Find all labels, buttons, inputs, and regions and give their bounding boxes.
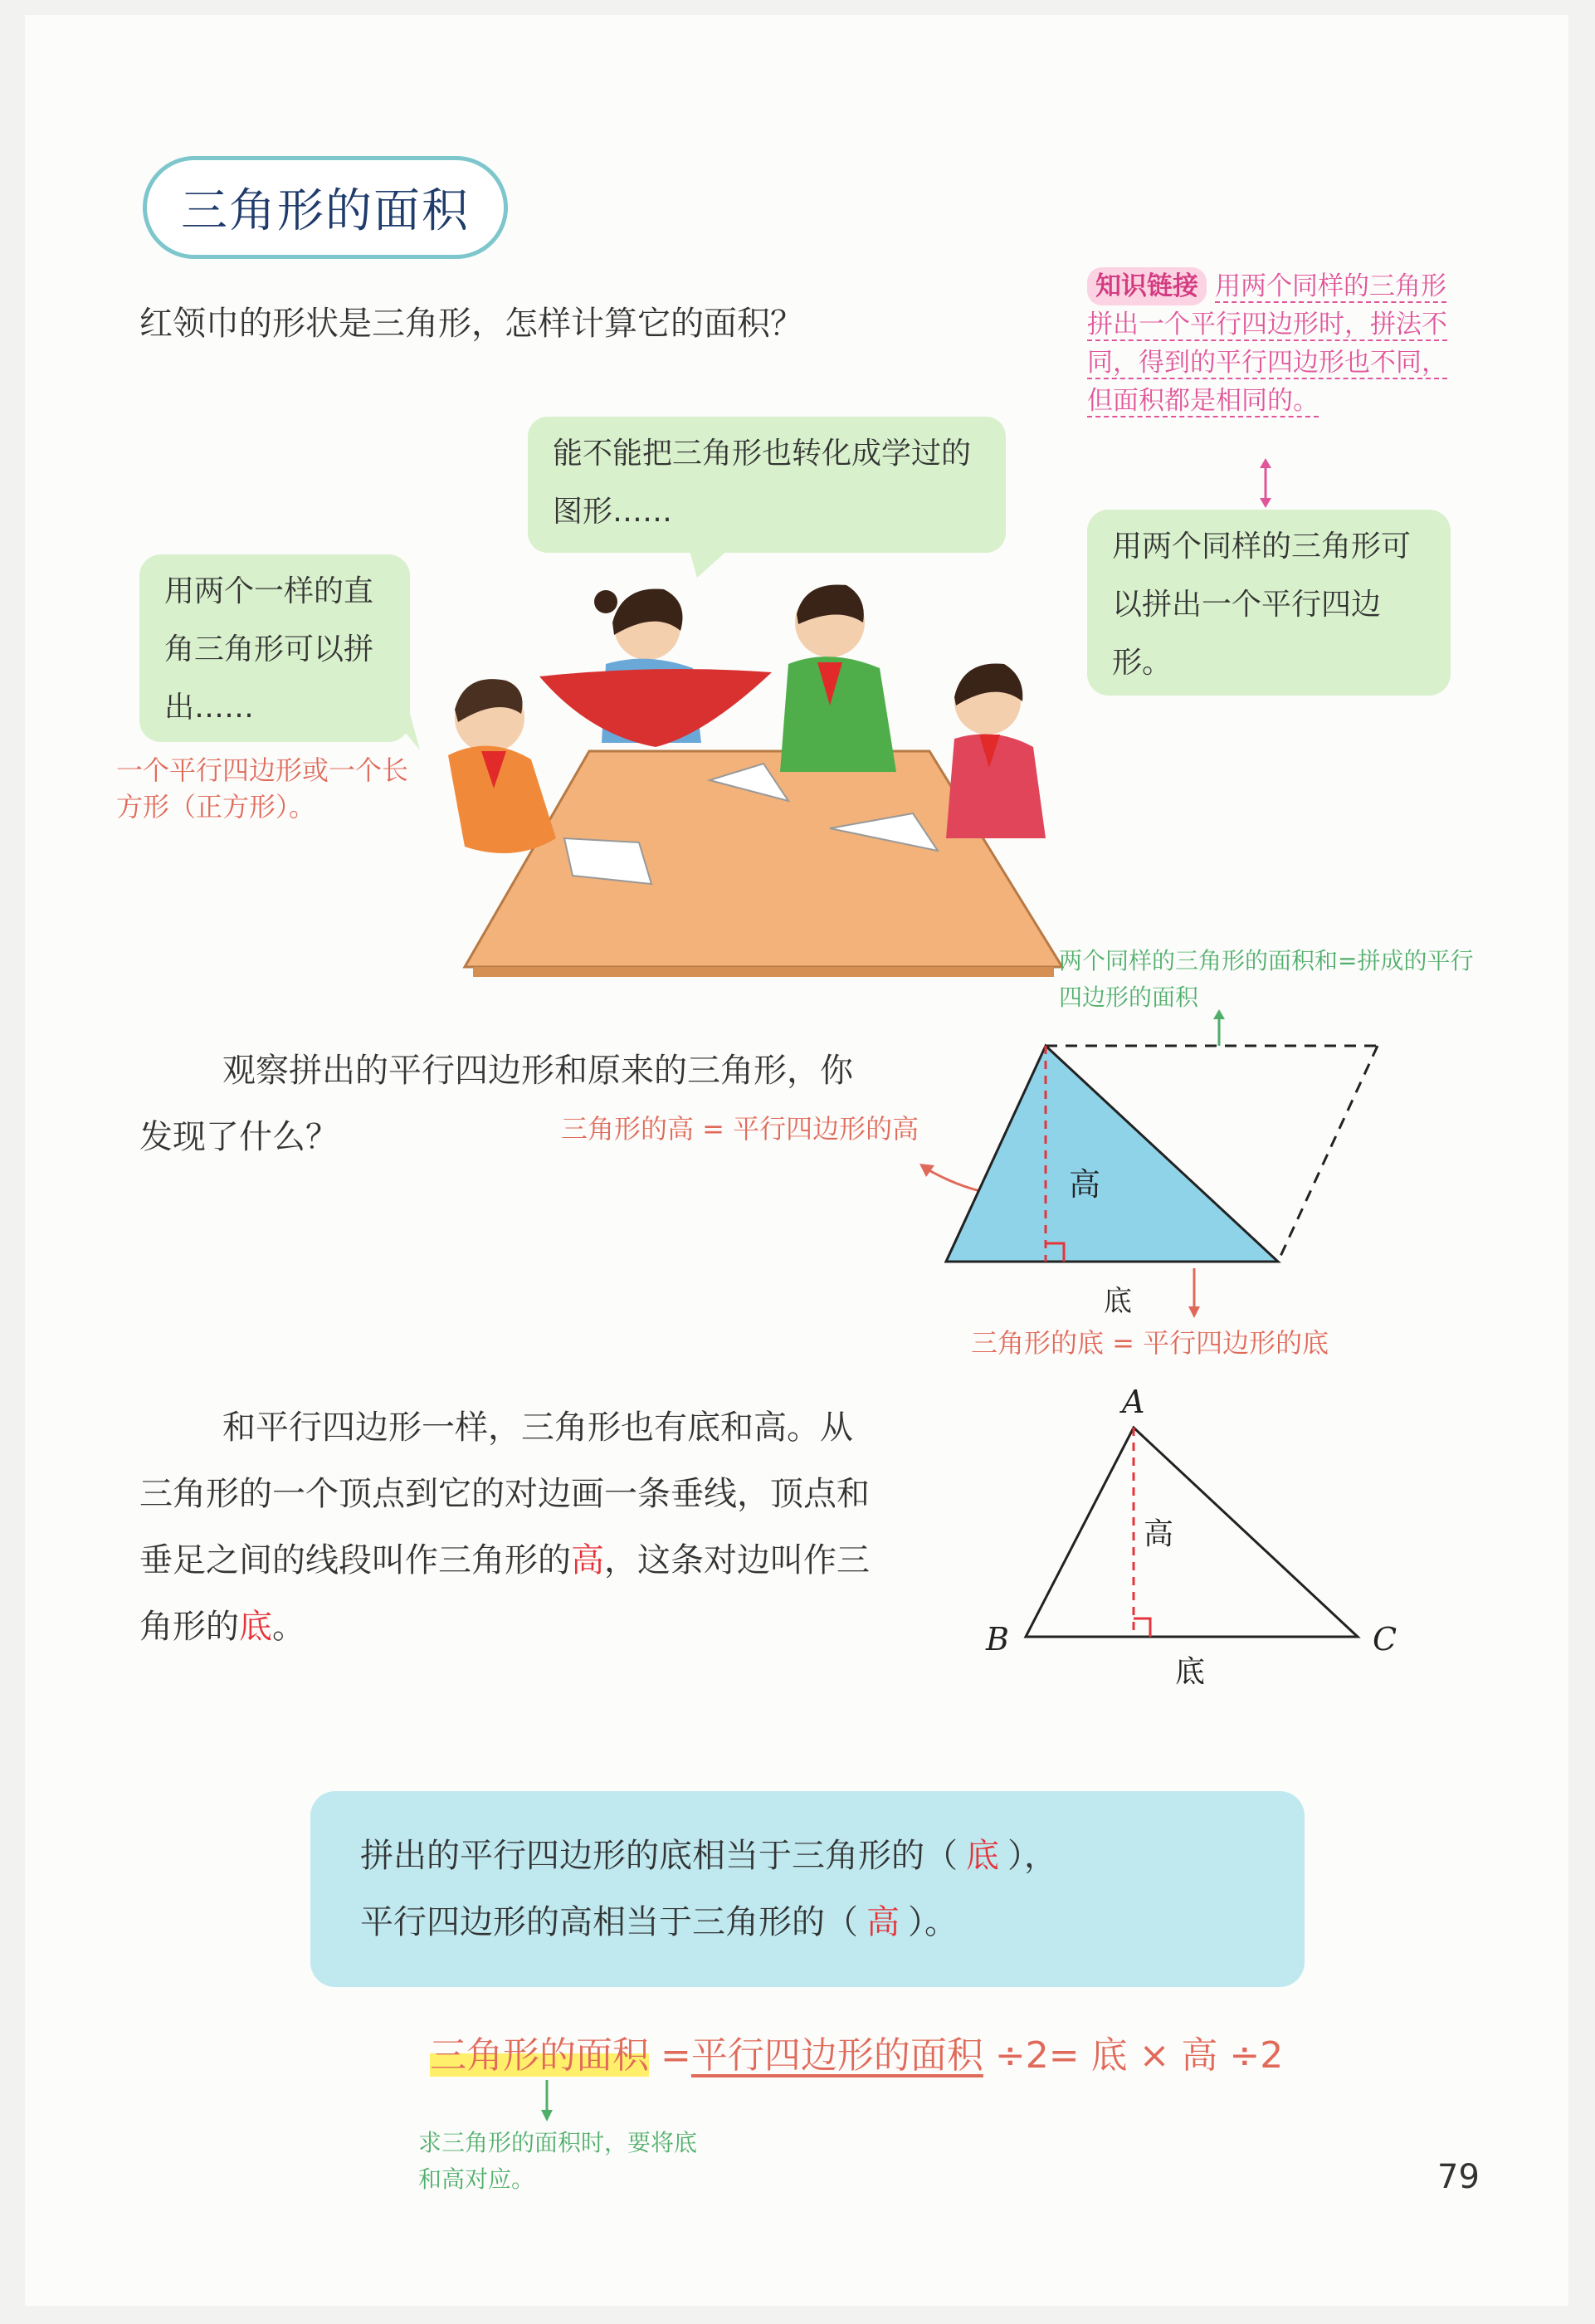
vertex-b-label: B <box>986 1621 1009 1658</box>
title-pill <box>143 156 508 259</box>
diagram2-base-label: 底 <box>1175 1655 1206 1689</box>
formula-note: 求三角形的面积时，要将底和高对应。 <box>418 2129 698 2193</box>
note-area-equal: 两个同样的三角形的面积和=拼成的平行四边形的面积 <box>1059 947 1474 1011</box>
diagram1-base-label: 底 <box>1104 1285 1132 1318</box>
observe-question <box>139 1038 870 1170</box>
formula-rest: ÷2= 底 × 高 ÷2 <box>994 2034 1284 2077</box>
knowledge-link-tag: 知识链接 <box>1087 267 1207 305</box>
speech-bubble-middle: 能不能把三角形也转化成学过的图形…… <box>528 417 1006 553</box>
definition-text-1: 和平行四边形一样，三角形也有底和高。从三角形的一个顶点到它的对边画一条垂线，顶点和垂足之间的线段叫作三角形的 <box>139 1409 870 1579</box>
answer-height: 高 <box>866 1903 900 1941</box>
vertex-a-label: A <box>1122 1384 1145 1420</box>
red-down-arrow-icon <box>1182 1265 1207 1320</box>
diagram1-height-label: 高 <box>1069 1166 1101 1203</box>
formula-eq: = <box>661 2034 691 2077</box>
summary-line-1: 拼出的平行四边形的底相当于三角形的（ 底 ）， <box>360 1823 1255 1889</box>
knowledge-link-note <box>1087 267 1452 420</box>
speech-bubble-right: 用两个同样的三角形可以拼出一个平行四边形。 <box>1087 510 1451 696</box>
green-down-arrow-icon <box>534 2077 559 2123</box>
term-height: 高 <box>571 1541 604 1579</box>
page-number: 79 <box>1437 2158 1480 2196</box>
observe-text: 观察拼出的平行四边形和原来的三角形，你发现了什么？ <box>139 1052 853 1156</box>
pink-arrow-icon <box>1253 458 1278 508</box>
knowledge-link-text: 用两个同样的三角形拼出一个平行四边形时，拼法不同，得到的平行四边形也不同，但面积都是相同的。 <box>1087 271 1447 416</box>
vertex-c-label: C <box>1373 1621 1397 1658</box>
answer-note: 一个平行四边形或一个长方形（正方形）。 <box>116 754 409 823</box>
summary-line-2: 平行四边形的高相当于三角形的（ 高 ）。 <box>360 1889 1255 1955</box>
definition-text-3: 。 <box>272 1608 305 1646</box>
page-title: 三角形的面积 <box>181 184 470 238</box>
note-base-equal: 三角形的底 = 平行四边形的底 <box>971 1327 1329 1359</box>
formula-parallelogram-area: 平行四边形的面积 <box>690 2034 983 2077</box>
speech-bubble-left: 用两个一样的直角三角形可以拼出…… <box>139 554 410 742</box>
summary-box <box>310 1791 1305 1987</box>
triangle-abc-diagram <box>979 1370 1411 1702</box>
definition-text-2: ，这条对边叫作三角形的 <box>139 1541 870 1646</box>
children-table-illustration <box>415 564 1095 979</box>
parallelogram-diagram <box>929 1038 1394 1278</box>
answer-base: 底 <box>966 1837 999 1875</box>
area-formula <box>430 2025 1283 2078</box>
definition-paragraph <box>139 1394 870 1660</box>
intro-question: 红领巾的形状是三角形，怎样计算它的面积？ <box>139 305 803 343</box>
diagram2-height-label: 高 <box>1144 1517 1174 1551</box>
note-height-equal: 三角形的高 = 平行四边形的高 <box>561 1113 919 1145</box>
term-base: 底 <box>239 1608 272 1646</box>
formula-left: 三角形的面积 <box>430 2034 649 2077</box>
